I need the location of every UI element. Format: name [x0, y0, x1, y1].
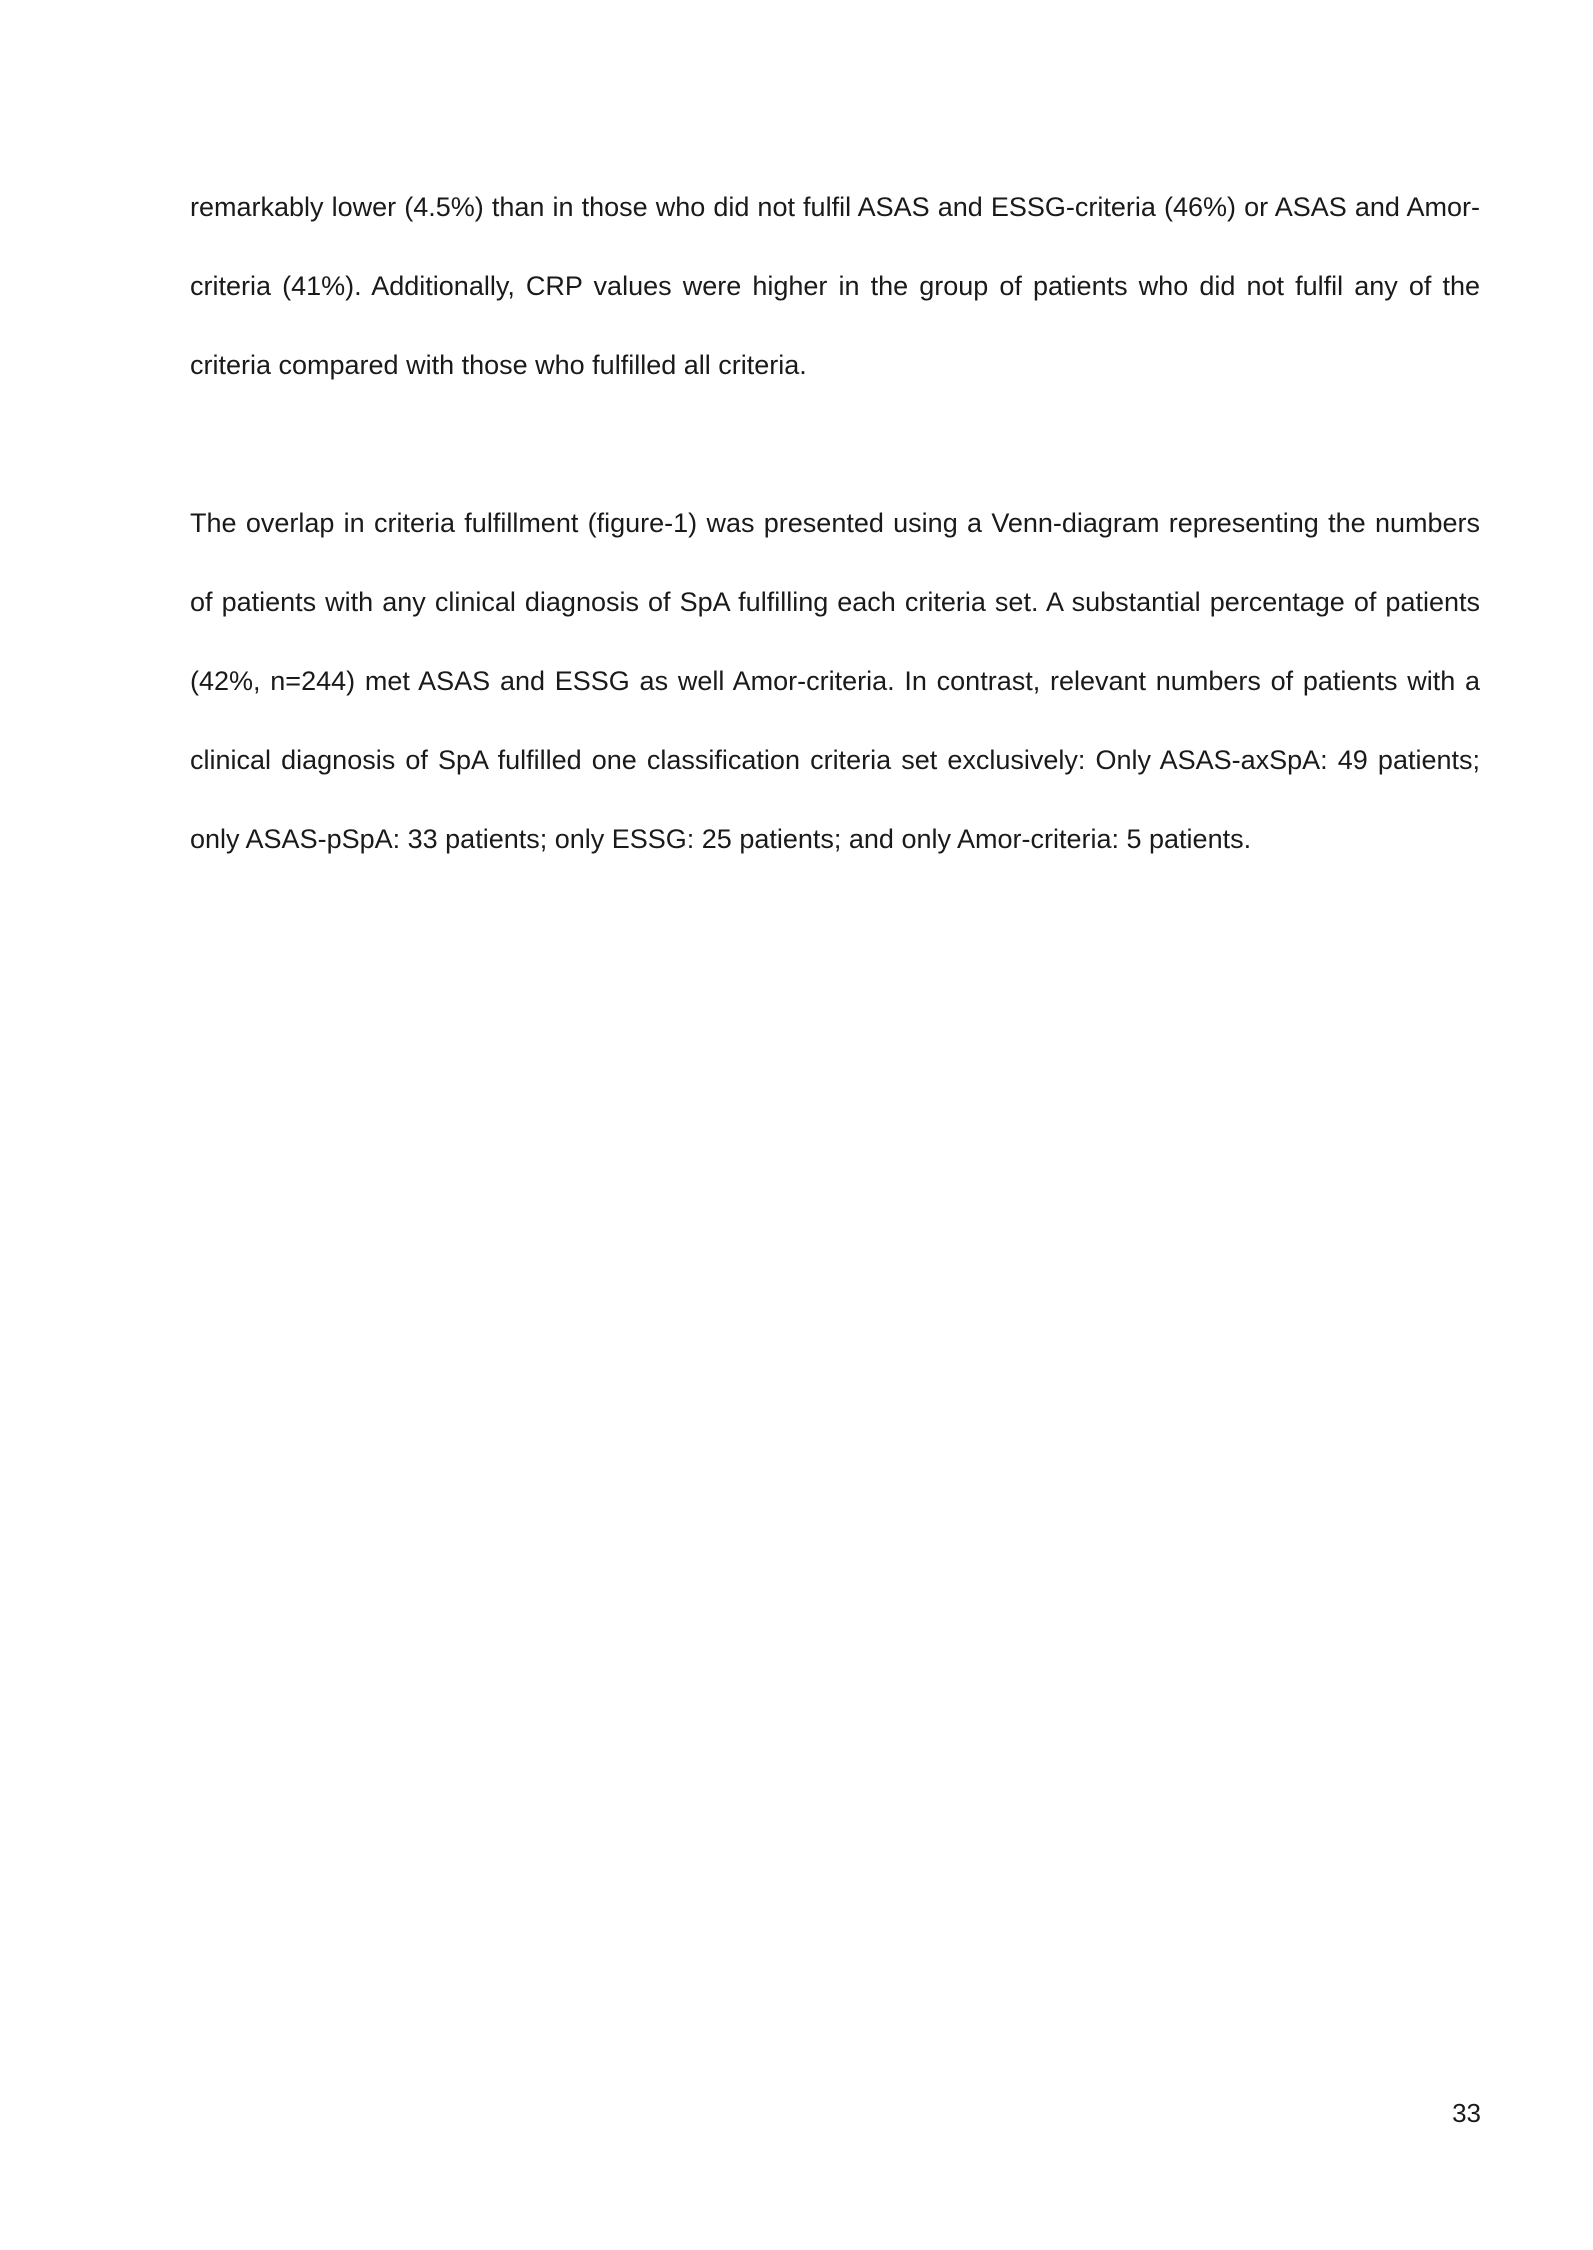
- body-paragraph-2: The overlap in criteria fulfillment (figure-1) was presented using a Venn-diagram representing the numbers of patients with any clinical diagnosis of SpA fulfilling each criteria set. A substantial percentage of patients (42%, n=244) met ASAS and ESSG as well Amor-criteria. In contrast, relevant numbers of patients with a clinical diagnosis of SpA fulfilled one classification criteria set exclusively: Only ASAS-axSpA: 49 patients; only ASAS-pSpA: 33 patients; only ESSG: 25 patients; and only Amor-criteria: 5 patients.: [190, 508, 1480, 854]
- body-paragraph-1: remarkably lower (4.5%) than in those who did not fulfil ASAS and ESSG-criteria (46%) or ASAS and Amor-criteria (41%). Additionally, CRP values were higher in the group of patients who did not fulfil any of the criteria compared with those who fulfilled all criteria.: [190, 192, 1480, 380]
- page-number: 33: [1452, 2098, 1481, 2128]
